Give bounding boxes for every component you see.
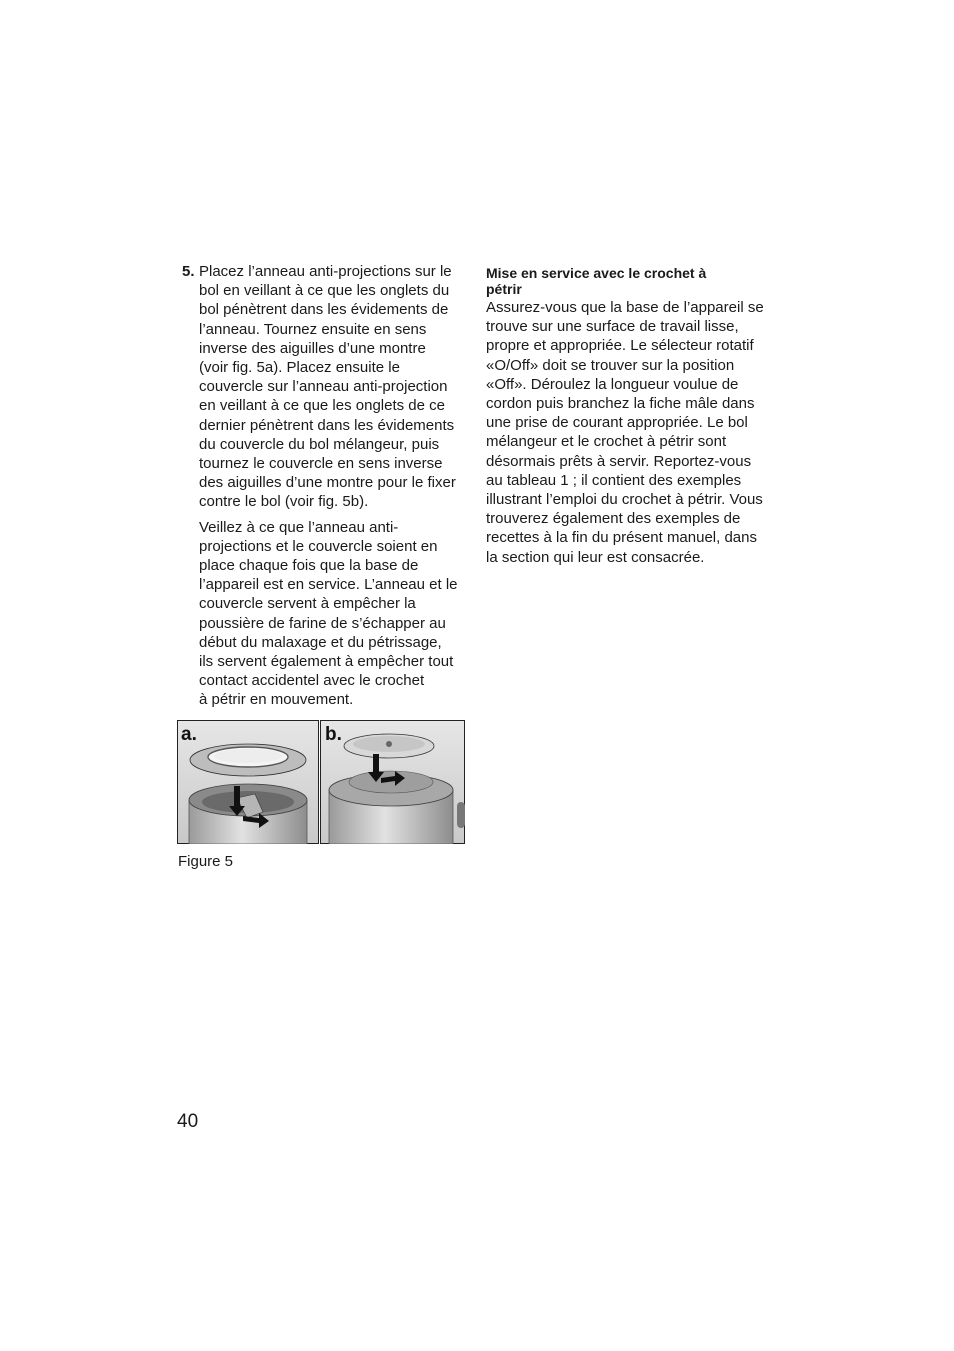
step-5 bbox=[178, 262, 470, 710]
step-body bbox=[199, 262, 470, 710]
step-number: 5. bbox=[182, 263, 195, 280]
figure-label-b: b. bbox=[325, 724, 342, 745]
figure-caption: Figure 5 bbox=[178, 853, 234, 870]
step-paragraph-1: Placez l’anneau anti-projections sur le bol en veillant à ce que les onglets du bol pénètrent dans les évidements de l’anneau. Tournez ensuite en sens inverse des aiguilles d’une montre (voir fig. 5a). Placez ensuite le couvercle sur l’anneau anti-projection en veillant à ce que les onglets de ce dernier pénètrent dans les évidements du couvercle du bol mélangeur, puis tournez le couvercle en sens inverse des aiguilles d’une montre pour le fixer contre le bol (voir fig. 5b). bbox=[199, 263, 456, 511]
figure-panel-b bbox=[321, 721, 466, 845]
figure-5-illustration bbox=[177, 720, 465, 844]
section-heading: Mise en service avec le crochet à pétrir bbox=[486, 265, 707, 297]
left-column bbox=[178, 262, 470, 710]
figure-panel-a bbox=[178, 721, 319, 845]
step-paragraph-2: Veillez à ce que l’anneau anti- projections et le couvercle soient en place chaque fois que la base de l’appareil est en service. L’anneau et le couvercle servent à empêcher la poussière de farine de s’échapper au début du malaxage et du pétrissage, ils servent également à empêcher tout contact accidentel avec le crochet à pétrir en mouvement. bbox=[199, 518, 458, 709]
section-paragraph: Assurez-vous que la base de l’appareil se trouve sur une surface de travail lisse, propre et appropriée. Le sélecteur rotatif «O/Off» doit se trouver sur la position «Off». Déroulez la longueur voulue de cordon puis branchez la fiche mâle dans une prise de courant appropriée. Le bol mélangeur et le crochet à pétrir sont désormais prêts à servir. Reportez-vous au tableau 1 ; il contient des exemples illustrant l’emploi du crochet à pétrir. Vous trouverez également des exemples de recettes à la fin du présent manuel, dans la section qui leur est consacrée. bbox=[486, 299, 764, 566]
figure-label-a: a. bbox=[181, 724, 197, 745]
right-column bbox=[486, 262, 778, 567]
page-number: 40 bbox=[177, 1111, 199, 1132]
